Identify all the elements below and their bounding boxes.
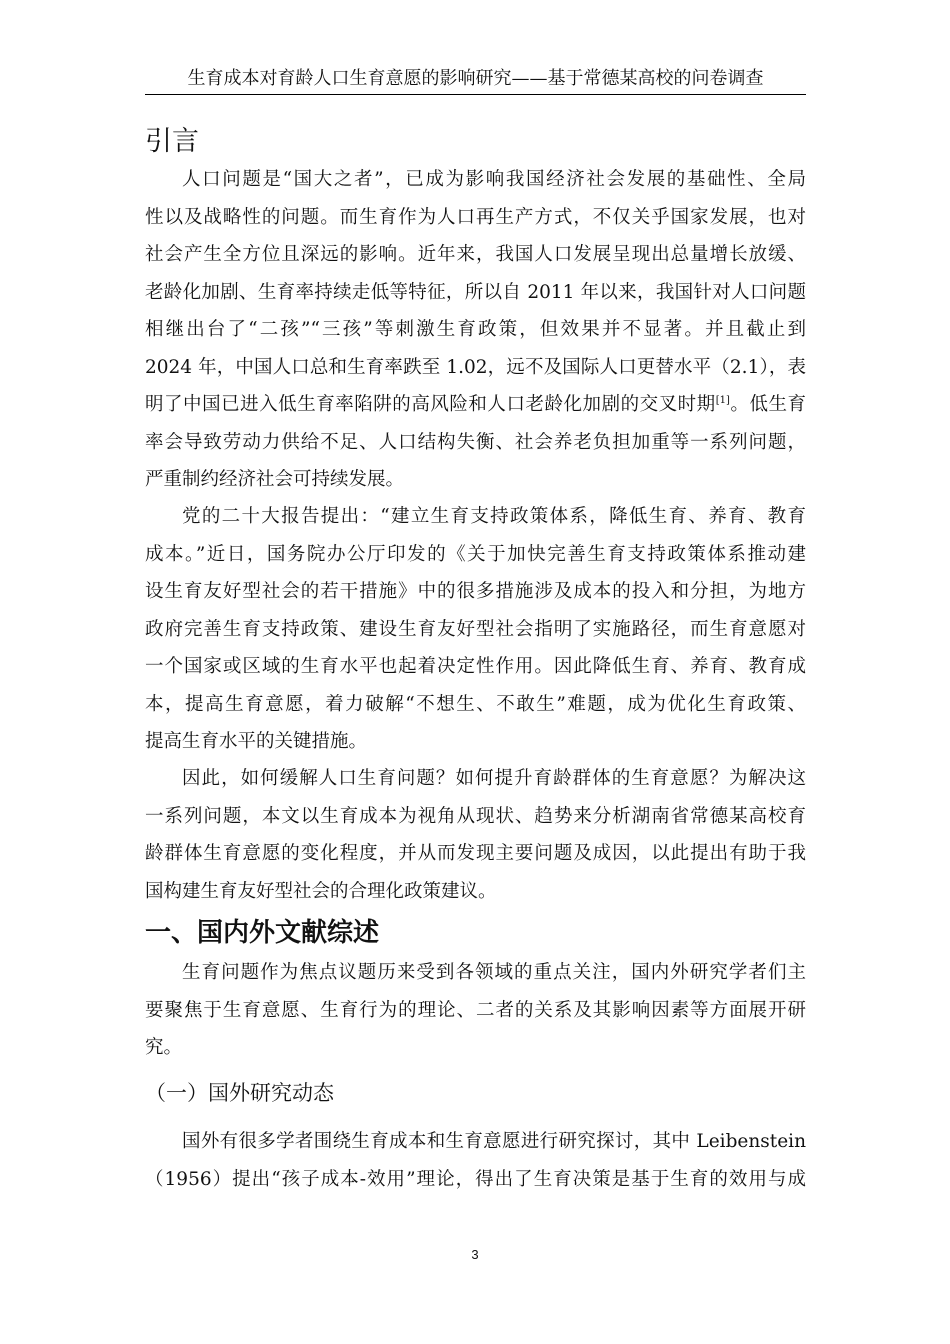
text-line: 生育问题作为焦点议题历来受到各领域的重点关注，国内外研究学者们主 [182, 962, 806, 983]
text-line: 率会导致劳动力供给不足、人口结构失衡、社会养老负担加重等一系列问题， [145, 431, 806, 453]
text-line: 政府完善生育支持政策、建设生育友好型社会指明了实施路径，而生育意愿对 [145, 618, 806, 640]
text-line: 要聚焦于生育意愿、生育行为的理论、二者的关系及其影响因素等方面展开研 [145, 999, 806, 1021]
running-header: 生育成本对育龄人口生育意愿的影响研究——基于常德某高校的问卷调查 [145, 66, 806, 95]
subsection1-paragraph-1 [145, 1123, 806, 1198]
text-span: 。低生育 [729, 394, 806, 415]
intro-paragraph-1 [145, 161, 806, 499]
page-number: 3 [471, 1247, 479, 1262]
text-line: 社会产生全方位且深远的影响。近年来，我国人口发展呈现出总量增长放缓、 [145, 244, 806, 265]
text-line: 提高生育水平的关键措施。 [145, 731, 368, 752]
section-heading: 一、国内外文献综述 [145, 918, 380, 948]
text-line: 国构建生育友好型社会的合理化政策建议。 [145, 880, 497, 902]
intro-heading: 引言 [145, 126, 199, 157]
text-line: 人口问题是“国大之者”，已成为影响我国经济社会发展的基础性、全局 [182, 169, 806, 190]
text-line: （1956）提出“孩子成本-效用”理论，得出了生育决策是基于生育的效用与成 [145, 1168, 806, 1190]
intro-paragraph-3 [145, 760, 806, 910]
text-line [145, 386, 806, 424]
intro-paragraph-2 [145, 498, 806, 761]
text-line: 党的二十大报告提出：“建立生育支持政策体系，降低生育、养育、教育 [182, 506, 806, 527]
text-line: 因此，如何缓解人口生育问题？如何提升育龄群体的生育意愿？为解决这 [182, 768, 806, 789]
text-line: 一系列问题，本文以生育成本为视角从现状、趋势来分析湖南省常德某高校育 [145, 805, 806, 827]
text-line: 2024 年，中国人口总和生育率跌至 1.02，远不及国际人口更替水平（2.1），表 [145, 356, 806, 378]
text-line: 设生育友好型社会的若干措施》中的很多措施涉及成本的投入和分担，为地方 [145, 581, 806, 602]
text-line: 国外有很多学者围绕生育成本和生育意愿进行研究探讨，其中 Leibenstein [182, 1131, 806, 1152]
text-span: 明了中国已进入低生育率陷阱的高风险和人口老龄化加剧的交叉时期 [145, 394, 716, 415]
text-line: 老龄化加剧、生育率持续走低等特征，所以自 2011 年以来，我国针对人口问题 [145, 281, 806, 303]
text-line: 龄群体生育意愿的变化程度，并从而发现主要问题及成因，以此提出有助于我 [145, 843, 806, 864]
text-line: 本，提高生育意愿，着力破解“不想生、不敢生”难题，成为优化生育政策、 [145, 693, 806, 715]
subsection-heading: （一）国外研究动态 [145, 1081, 334, 1105]
section1-paragraph-1 [145, 954, 806, 1067]
text-line: 一个国家或区域的生育水平也起着决定性作用。因此降低生育、养育、教育成 [145, 656, 806, 677]
text-line: 相继出台了“二孩”“三孩”等刺激生育政策，但效果并不显著。并且截止到 [145, 319, 806, 340]
text-line: 性以及战略性的问题。而生育作为人口再生产方式，不仅关乎国家发展，也对 [145, 206, 806, 228]
text-line: 究。 [145, 1037, 183, 1058]
text-line: 成本。”近日，国务院办公厅印发的《关于加快完善生育支持政策体系推动建 [145, 543, 806, 565]
text-line: 严重制约经济社会可持续发展。 [145, 469, 405, 490]
citation-superscript: [1] [715, 395, 730, 406]
